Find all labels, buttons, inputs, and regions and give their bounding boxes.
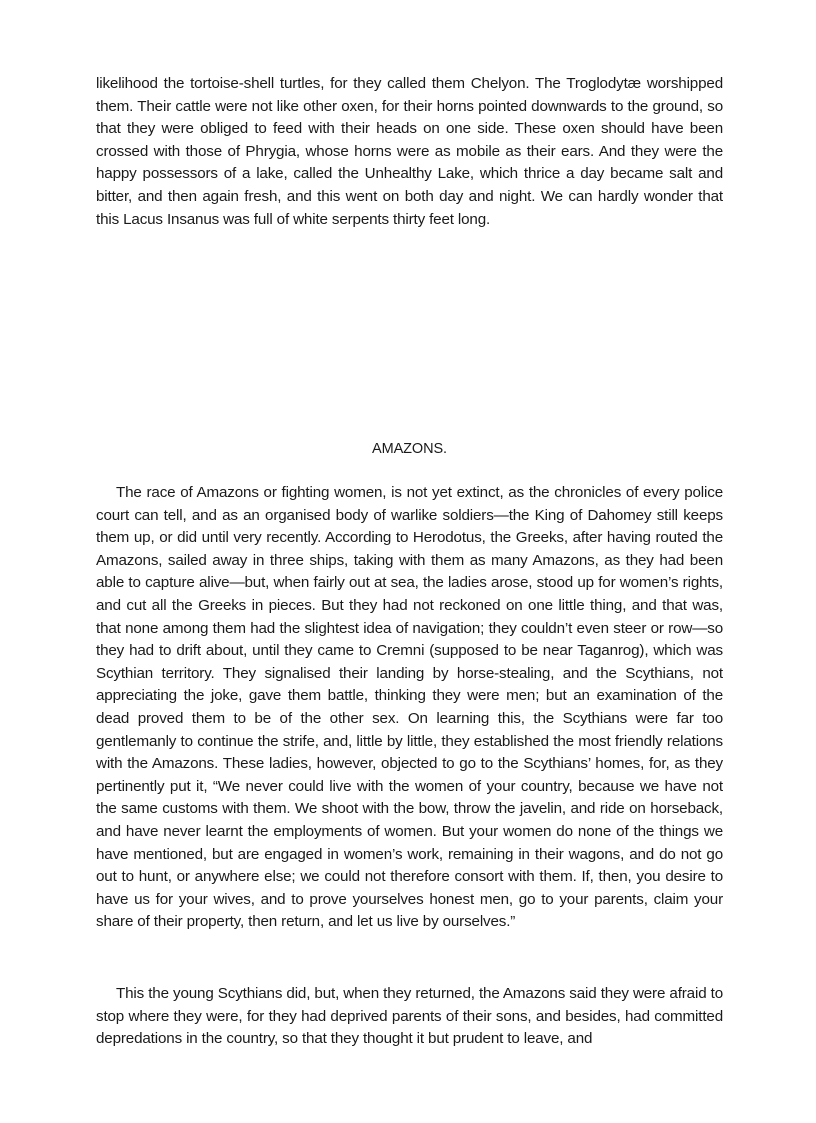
paragraph-2: This the young Scythians did, but, when they returned, the Amazons said they were afraid to stop where they were, for they had deprived parents of their sons, and besides, had committed depredations in the country, so that they thought it but prudent to leave, and [96,985,723,1048]
paragraph-1-block [96,482,723,934]
section-heading: AMAZONS. [372,441,447,457]
paragraph-2-block [96,983,723,1051]
paragraph-1: The race of Amazons or fighting women, is not yet extinct, as the chronicles of every police court can tell, and as an organised body of warlike soldiers—the King of Dahomey still keeps them up, or did until very recently. According to Herodotus, the Greeks, after having routed the Amazons, sailed away in three ships, taking with them as many Amazons, as they had been able to capture alive—but, when fairly out at sea, the ladies arose, stood up for women’s rights, and cut all the Greeks in pieces. But they had not reckoned on one little thing, and that was, that none among them had the slightest idea of navigation; they couldn’t even steer or row—so they had to drift about, until they came to Cremni (supposed to be near Taganrog), which was Scythian territory. They signalised their landing by horse-stealing, and the Scythians, not appreciating the joke, gave them battle, thinking they were men; but an examination of the dead proved them to be of the other sex. On learning this, the Scythians were far too gentlemanly to continue the strife, and, little by little, they established the most friendly relations with the Amazons. These ladies, however, objected to go to the Scythians’ homes, for, as they pertinently put it, “We never could live with the women of your country, because we have not the same customs with them. We shoot with the bow, throw the javelin, and ride on horseback, and have never learnt the employments of women. But your women do none of the things we have mentioned, but are engaged in women’s work, remaining in their wagons, and do not go out to hunt, or anywhere else; we could not therefore consort with them. If, then, you desire to have us for your wives, and to prove yourselves honest men, go to your parents, claim your share of their property, then return, and let us live by ourselves.” [96,484,723,931]
continuation-paragraph: likelihood the tortoise-shell turtles, for they called them Chelyon. The Troglodytæ worshipped them. Their cattle were not like other oxen, for their horns pointed downwards to the ground, so that they were obliged to feed with their heads on one side. These oxen should have been crossed with those of Phrygia, whose horns were as mobile as their ears. And they were the happy possessors of a lake, called the Unhealthy Lake, which thrice a day became salt and bitter, and then again fresh, and this went on both day and night. We can hardly wonder that this Lacus Insanus was full of white serpents thirty feet long. [96,75,723,228]
continuation-paragraph-block [96,73,723,231]
